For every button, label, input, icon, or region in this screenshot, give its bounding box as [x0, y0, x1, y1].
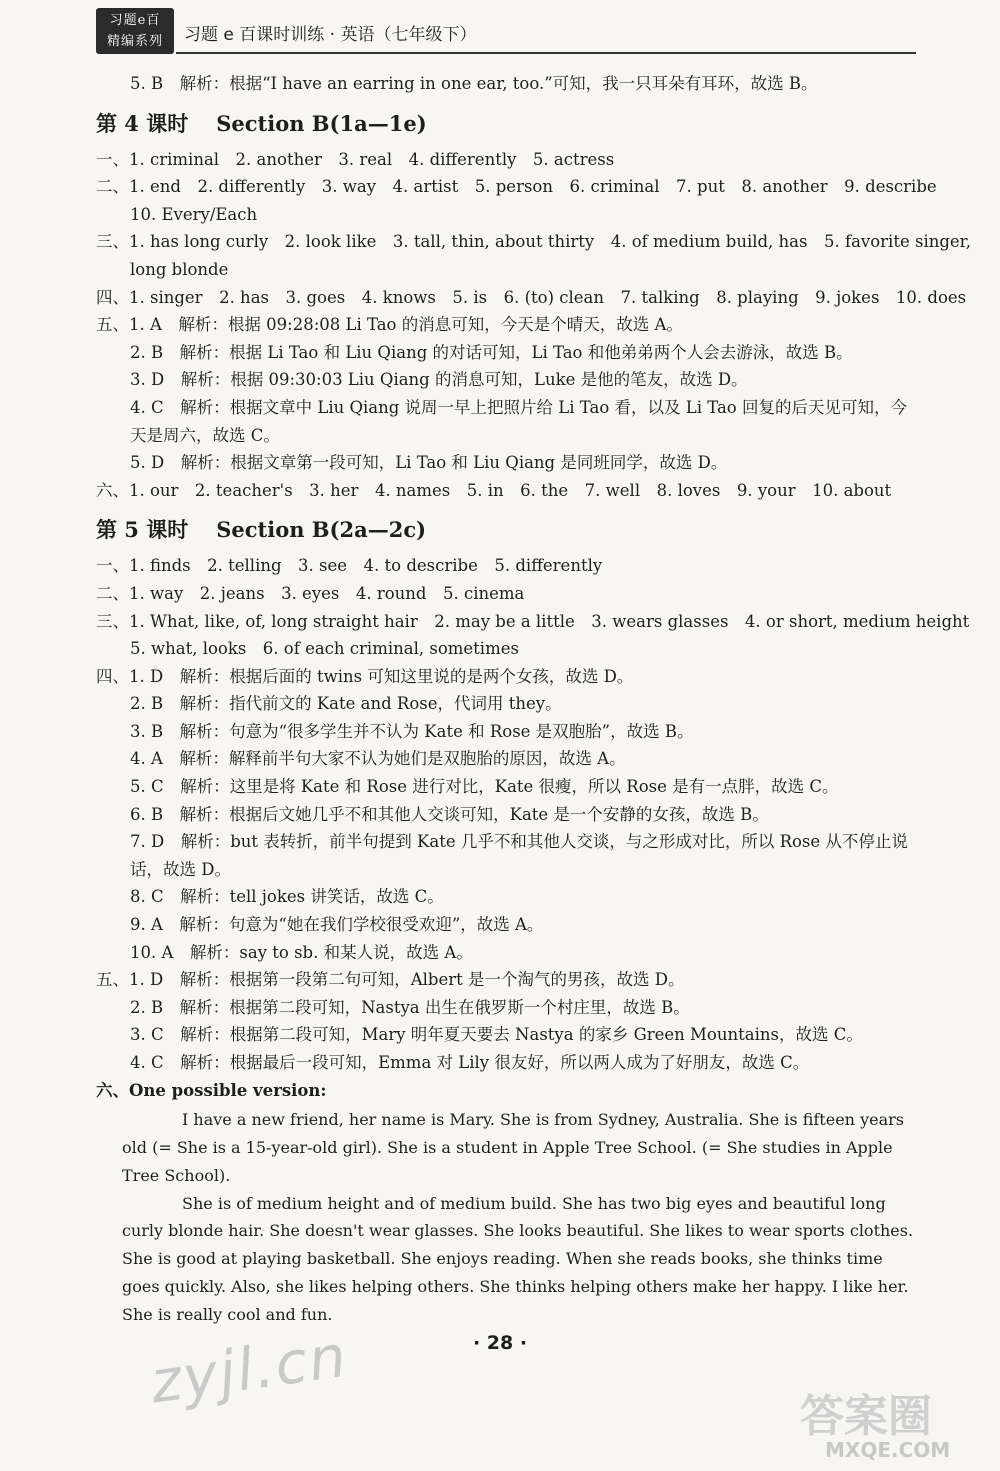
answer-line: 3. C 解析：根据第二段可知，Mary 明年夏天要去 Nastya 的家乡 Green Mountains，故选 C。	[130, 1025, 863, 1045]
answer-line: 三、1. has long curly 2. look like 3. tall, thin, about thirty 4. of medium build, has 5. favorite singer,	[96, 232, 971, 252]
watermark-right-logo: 答案圈	[800, 1391, 932, 1442]
answer-line: 7. D 解析：but 表转折，前半句提到 Kate 几乎不和其他人交谈，与之形成对比，所以 Rose 从不停止说	[130, 832, 908, 852]
answer-line: 一、1. finds 2. telling 3. see 4. to describe 5. differently	[96, 556, 603, 576]
answer-line: 天是周六，故选 C。	[130, 425, 280, 445]
answer-line: 二、1. end 2. differently 3. way 4. artist 5. person 6. criminal 7. put 8. another 9. describe	[96, 177, 937, 197]
lesson-5-heading	[96, 514, 916, 546]
essay-label: 六、One possible version:	[96, 1080, 327, 1100]
answer-line: 2. B 解析：指代前文的 Kate and Rose，代词用 they。	[130, 694, 562, 714]
page-number: · 28 ·	[472, 1332, 528, 1354]
answer-line: long blonde	[130, 259, 229, 279]
lesson-5-answers	[96, 552, 970, 1076]
lesson-4-answers	[96, 146, 971, 505]
answer-line: 话，故选 D。	[130, 859, 231, 879]
answer-line: 2. B 解析：根据第二段可知，Nastya 出生在俄罗斯一个村庄里，故选 B。	[130, 997, 690, 1017]
header-divider	[176, 52, 916, 54]
lesson-4-heading	[96, 108, 916, 140]
answer-line: 9. A 解析：句意为“她在我们学校很受欢迎”，故选 A。	[130, 915, 544, 935]
answer-line: 六、1. our 2. teacher's 3. her 4. names 5. in 6. the 7. well 8. loves 9. your 10. about	[96, 480, 892, 500]
watermark-right-url: MXQE.COM	[825, 1438, 951, 1462]
answer-line: 3. B 解析：句意为“很多学生并不认为 Kate 和 Rose 是双胞胎”，故选 B。	[130, 721, 694, 741]
answer-line: 二、1. way 2. jeans 3. eyes 4. round 5. cinema	[96, 583, 525, 603]
answer-line: 五、1. D 解析：根据第一段第二句可知，Albert 是一个淘气的男孩，故选 D。	[96, 970, 685, 990]
logo-line-2: 精编系列	[106, 34, 163, 49]
answer-line: 2. B 解析：根据 Li Tao 和 Liu Qiang 的对话可知，Li Tao 和他弟弟两个人会去游泳，故选 B。	[130, 342, 853, 362]
answer-line: 三、1. What, like, of, long straight hair 2. may be a little 3. wears glasses 4. or short, medium height	[96, 611, 970, 631]
watermark-left: zyjl.cn	[146, 1321, 352, 1417]
lesson-5-section: Section B(2a—2c)	[216, 517, 427, 543]
answer-line: 5. C 解析：这里是将 Kate 和 Rose 进行对比，Kate 很瘦，所以 Rose 是有一点胖，故选 C。	[130, 777, 839, 797]
essay-paragraph: I have a new friend, her name is Mary. She is from Sydney, Australia. She is fifteen years old (= She is a 15-year-old girl). She is a student in Apple Tree School. (= She studies in Apple Tree School).	[122, 1110, 904, 1185]
answer-line: 4. A 解析：解释前半句大家不认为她们是双胞胎的原因，故选 A。	[130, 749, 626, 769]
series-title: 习题 e 百课时训练 · 英语（七年级下）	[184, 25, 477, 45]
answer-line: 一、1. criminal 2. another 3. real 4. differently 5. actress	[96, 149, 615, 169]
answer-line: 五、1. A 解析：根据 09:28:08 Li Tao 的消息可知，今天是个晴天，故选 A。	[96, 315, 683, 335]
answer-line: 5. what, looks 6. of each criminal, sometimes	[130, 639, 519, 659]
essay-paragraph: She is of medium height and of medium build. She has two big eyes and beautiful long curly blonde hair. She doesn't wear glasses. She looks beautiful. She likes to wear sports clothes. She is good at playing basketball. She enjoys reading. When she reads books, she thinks time goes quickly. Also, she likes helping others. She thinks helping others make her happy. I like her. She is really cool and fun.	[122, 1193, 914, 1324]
answer-line: 4. C 解析：根据文章中 Liu Qiang 说周一早上把照片给 Li Tao 看，以及 Li Tao 回复的后天见可知，今	[130, 397, 907, 417]
answer-line: 8. C 解析：tell jokes 讲笑话，故选 C。	[130, 887, 444, 907]
answer-line: 10. Every/Each	[130, 204, 258, 224]
answer-line: 4. C 解析：根据最后一段可知，Emma 对 Lily 很友好，所以两人成为了好朋友，故选 C。	[130, 1053, 810, 1072]
answer-line: 6. B 解析：根据后文她几乎不和其他人交谈可知，Kate 是一个安静的女孩，故选 B。	[130, 804, 769, 824]
lesson-4-section: Section B(1a—1e)	[216, 110, 427, 136]
answer-content	[96, 70, 971, 1329]
top-answer-line: 5. B 解析：根据“I have an earring in one ear, too.”可知，我一只耳朵有耳环，故选 B。	[130, 74, 818, 93]
answer-line: 10. A 解析：say to sb. 和某人说，故选 A。	[130, 942, 473, 962]
lesson-4-title: 第 4 课时	[96, 110, 189, 136]
lesson-5-title: 第 5 课时	[96, 517, 189, 543]
answer-line: 四、1. D 解析：根据后面的 twins 可知这里说的是两个女孩，故选 D。	[96, 666, 634, 686]
answer-line: 四、1. singer 2. has 3. goes 4. knows 5. is 6. (to) clean 7. talking 8. playing 9. jokes 10. does	[96, 287, 967, 307]
page-header	[96, 8, 916, 54]
answer-line: 5. D 解析：根据文章第一段可知，Li Tao 和 Liu Qiang 是同班同学，故选 D。	[130, 453, 728, 473]
logo-line-1: 习题e百	[109, 13, 161, 28]
series-logo	[96, 8, 174, 54]
answer-line: 3. D 解析：根据 09:30:03 Liu Qiang 的消息可知，Luke 是他的笔友，故选 D。	[130, 370, 748, 390]
